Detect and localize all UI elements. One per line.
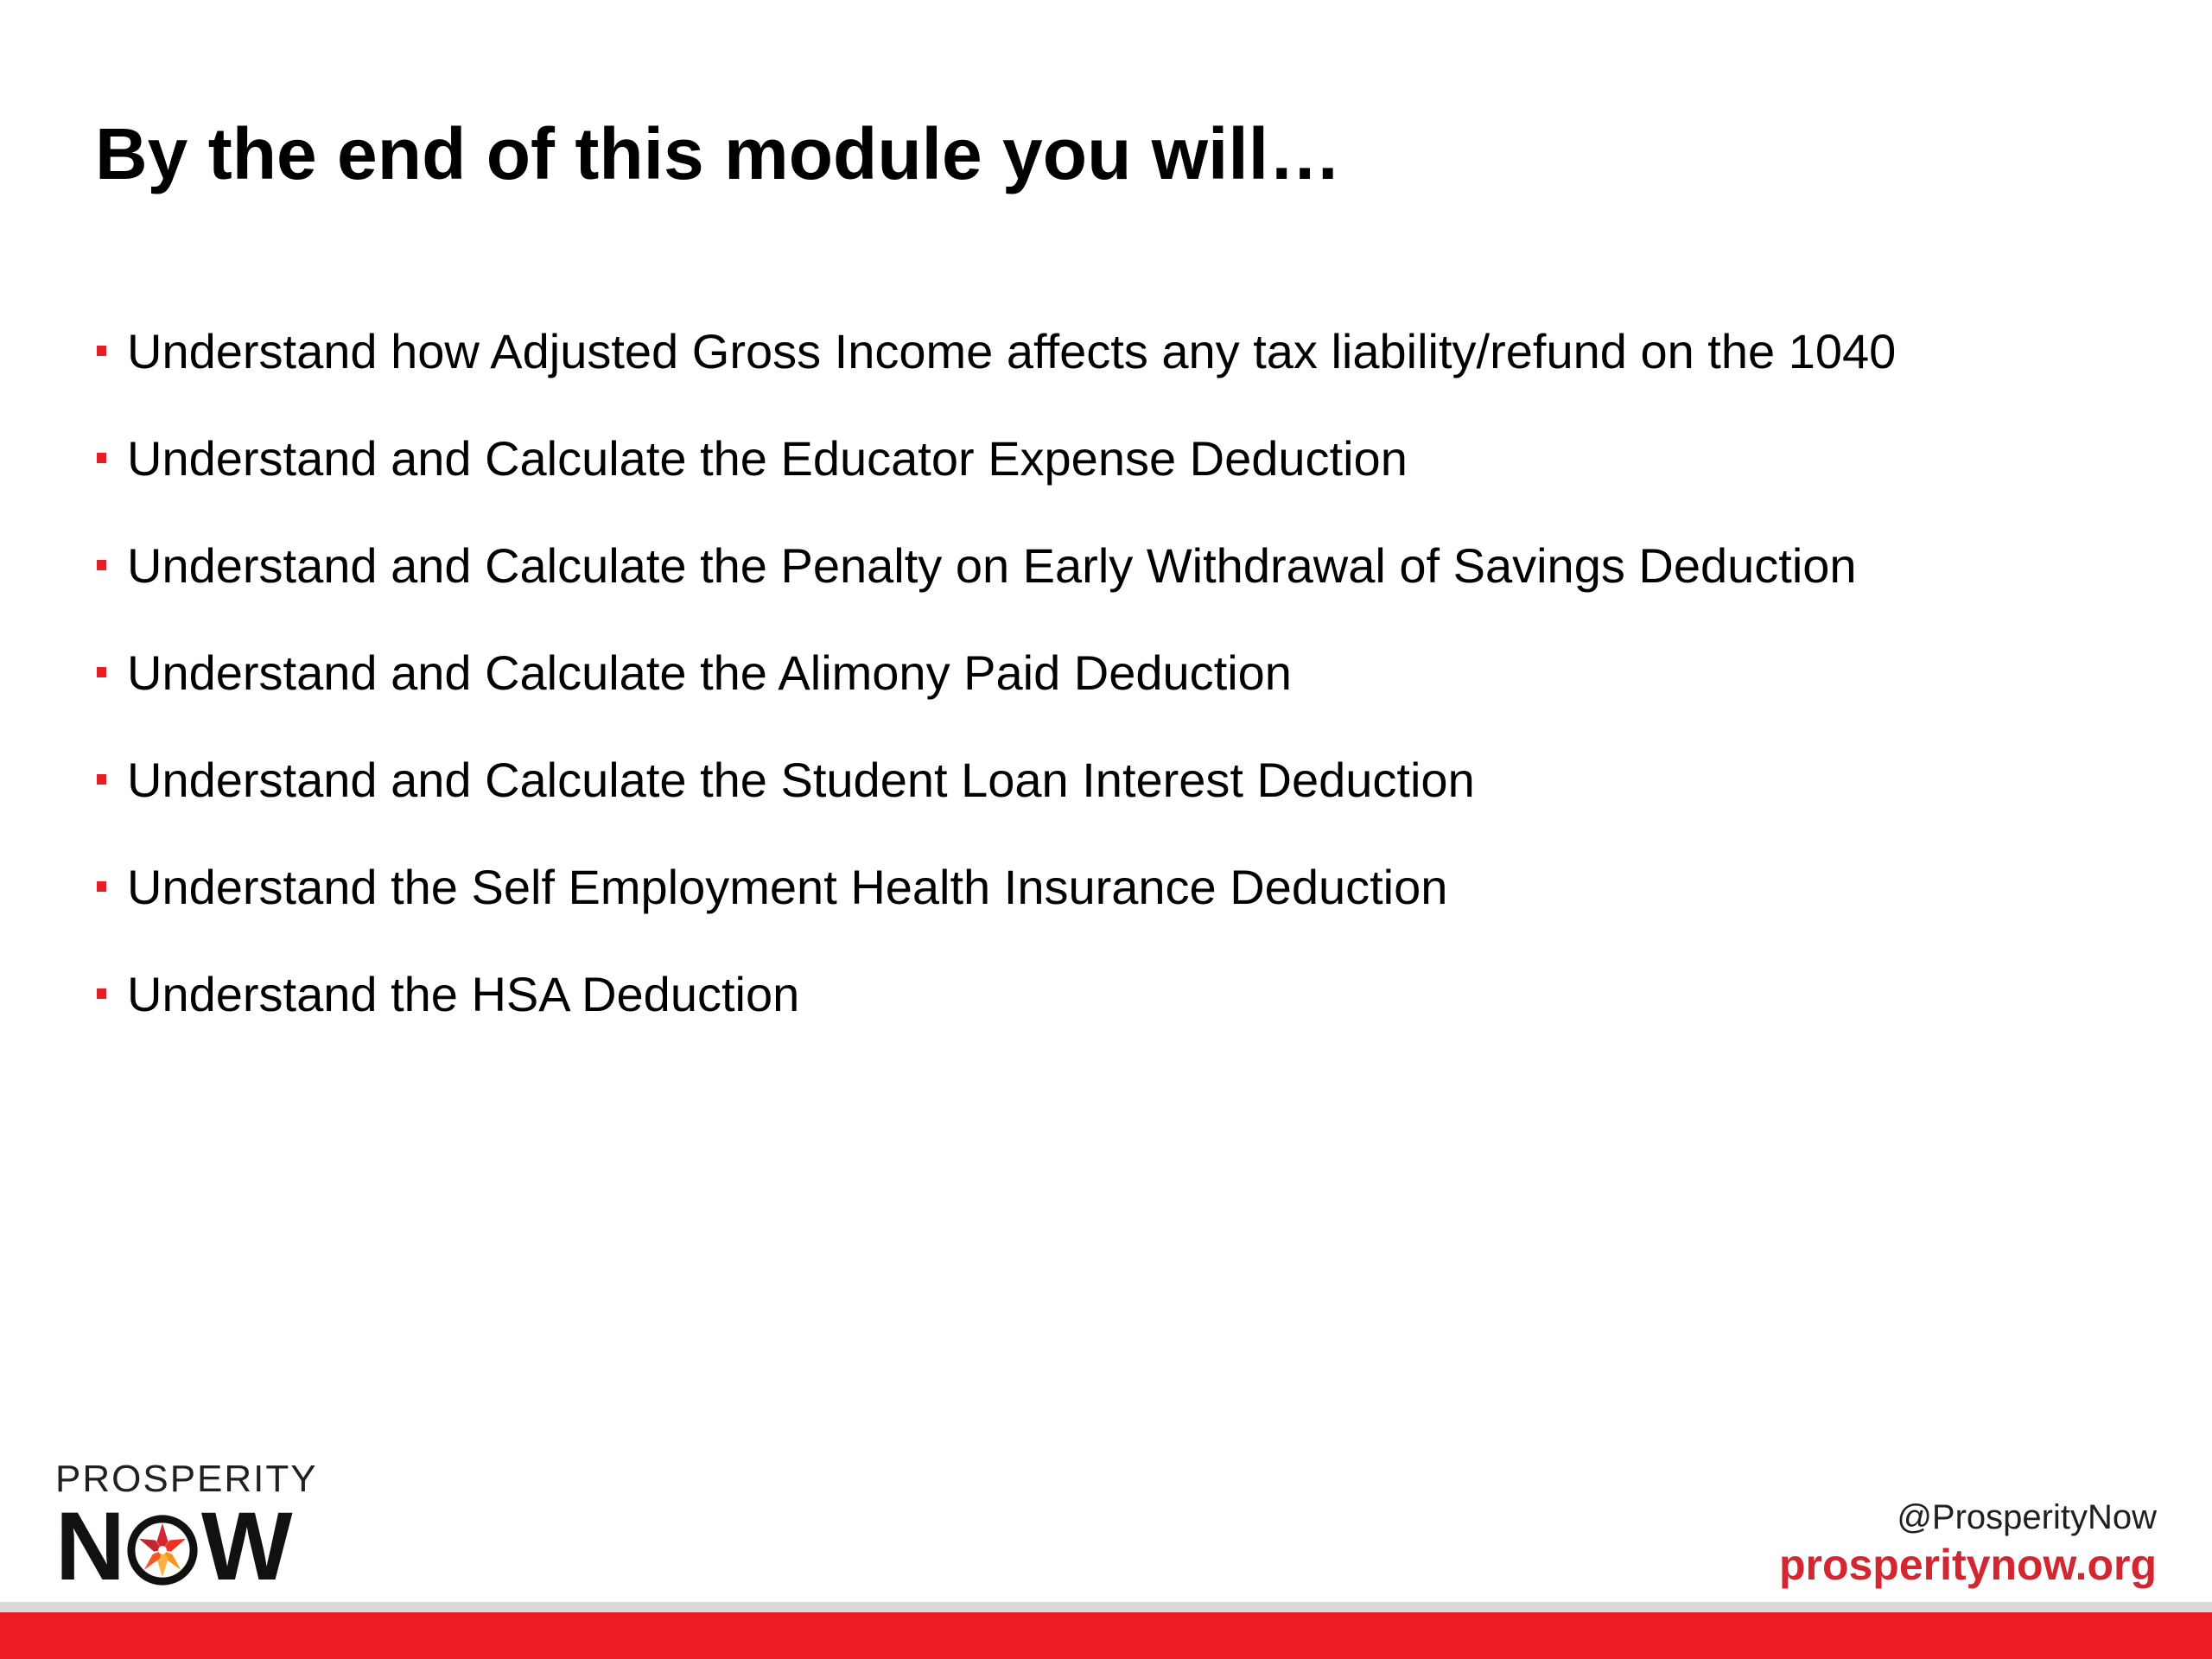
bullet-square-icon [97,881,106,892]
logo-letter-w: W [200,1492,291,1600]
list-item [95,321,1896,429]
logo-letter-n: N [55,1492,124,1600]
logo-wordmark-top: PROSPERITY [55,1458,318,1500]
list-item-text: Understand the Self Employment Health Insurance Deduction [127,860,1448,914]
list-item [95,964,1896,1071]
list-item-text: Understand how Adjusted Gross Income affects any tax liability/refund on the 1040 [127,324,1897,378]
slide-title: By the end of this module you will… [95,113,1342,194]
footer-divider [0,1602,2212,1612]
footer-accent-bar [0,1612,2212,1659]
list-item-text: Understand and Calculate the Penalty on Early Withdrawal of Savings Deduction [127,538,1857,593]
bullet-square-icon [97,560,106,570]
bullet-square-icon [97,667,106,677]
list-item [95,643,1896,750]
bullet-square-icon [97,453,106,463]
objectives-list [95,321,1896,1071]
star-burst-icon [127,1515,198,1586]
logo-wordmark-bottom [55,1492,291,1600]
website-url: prosperitynow.org [1778,1541,2157,1589]
list-item-text: Understand and Calculate the Educator Expense Deduction [127,431,1408,486]
list-item [95,750,1896,857]
prosperity-now-logo [55,1458,318,1600]
list-item-text: Understand the HSA Deduction [127,967,800,1021]
social-handle: @ProsperityNow [1897,1498,2157,1536]
bullet-square-icon [97,988,106,999]
list-item [95,429,1896,536]
bullet-square-icon [97,774,106,785]
bullet-square-icon [97,346,106,356]
footer-contact [1779,1495,2157,1590]
list-item [95,857,1896,964]
list-item-text: Understand and Calculate the Student Loan Interest Deduction [127,753,1475,807]
list-item-text: Understand and Calculate the Alimony Paid Deduction [127,645,1292,700]
list-item [95,536,1896,643]
